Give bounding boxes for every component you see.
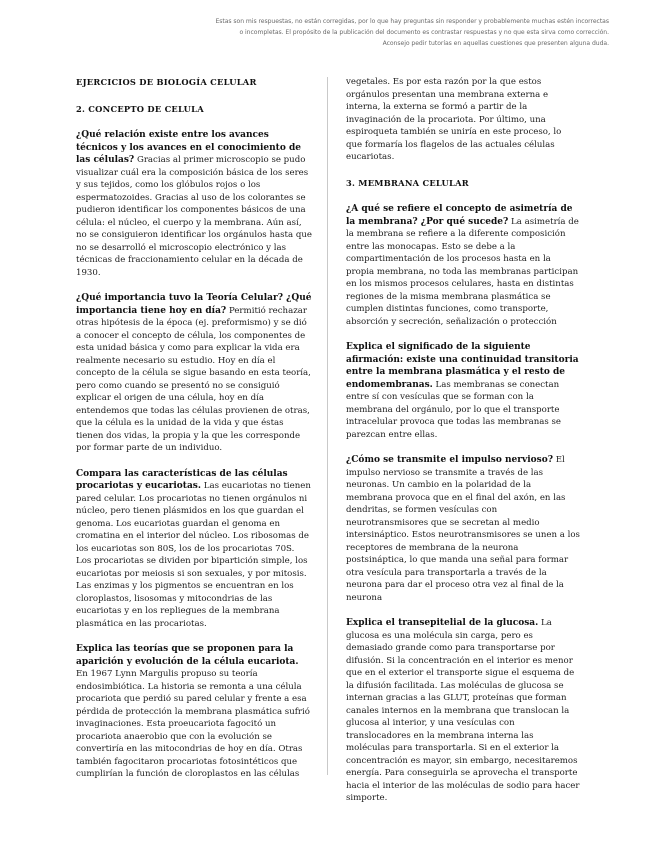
answer: Permitió rechazar otras hipótesis de la época (ej. preformismo) y se dió a conocer el concepto de célula, los componentes de esta unidad básica y como para explicar la vida era realmente necesario su estudio. Hoy en día el concepto de la célula se sigue basando en esta teoría, pero como cuando se presentó no se consiguió explicar el origen de una célula, hoy en día entendemos que todas las células provienen de otras, que la célula es la unidad de la vida y que éstas tienen dos vidas, la propia y la que les corresponde por formar parte de un individuo. bbox=[76, 305, 311, 453]
disclaimer-line: o incompletas. El propósito de la publicación del documento es contrastar respuestas y no que esta sirva como corrección. bbox=[239, 29, 609, 36]
disclaimer-line: Estas son mis respuestas, no están corregidas, por lo que hay preguntas sin responder y probablemente muchas estén incorrectas bbox=[215, 18, 609, 25]
answer: En 1967 Lynn Margulis propuso su teoría endosimbiótica. La historia se remonta a una célula procariota que perdió su pared celular y frente a esa pérdida de protección la membrana plasmática sufrió invaginaciones. Esta proeucariota fagocitó un procariota anaerobio que con la evolución se convertiría en las mitocondrias de hoy en día. Otras también fagocitaron procariotas fotosintéticos que cumplirían la función de cloroplastos en las células bbox=[76, 669, 310, 779]
right-column bbox=[346, 76, 580, 818]
answer: Las membranas se conectan entre sí con vesículas que se forman con la membrana del orgánulo, por lo que el transporte intracelular provoca que todas las membranas se parezcan entre ellas. bbox=[346, 379, 562, 440]
qa-item bbox=[76, 468, 312, 631]
section-title-membrana-celular: 3. MEMBRANA CELULAR bbox=[346, 177, 469, 188]
question: Compara las características de las células procariotas y eucariotas. bbox=[76, 468, 288, 491]
document-title: EJERCICIOS DE BIOLOGÍA CELULAR bbox=[76, 77, 257, 87]
disclaimer-line: Aconsejo pedir tutorías en aquellas cuestiones que presenten alguna duda. bbox=[382, 40, 609, 47]
left-column bbox=[76, 76, 312, 794]
qa-item bbox=[346, 454, 580, 604]
qa-item bbox=[346, 341, 580, 441]
qa-item bbox=[346, 203, 580, 328]
page-header-disclaimer bbox=[129, 16, 609, 49]
qa-item bbox=[76, 643, 312, 781]
qa-item-continuation bbox=[346, 76, 580, 164]
question: Explica el significado de la siguiente afirmación: existe una continuidad transitoria entre la membrana plasmática y el resto de endomembranas. bbox=[346, 342, 579, 390]
question: Explica el transepitelial de la glucosa. bbox=[346, 618, 539, 628]
question: ¿Qué relación existe entre los avances técnicos y los avances en el conocimiento de las células? bbox=[76, 130, 301, 165]
answer-continuation: vegetales. Es por esta razón por la que estos orgánulos presentan una membrana externa e interna, la externa se formó a partir de la invaginación de la procariota. Por último, una espiroqueta también se uniría en este proceso, lo que formaría los flagelos de las actuales células eucariotas. bbox=[346, 77, 562, 162]
column-divider bbox=[327, 77, 328, 775]
section-title-concepto-celula: 2. CONCEPTO DE CELULA bbox=[76, 103, 204, 114]
answer: Gracias al primer microscopio se pudo visualizar cuál era la composición básica de los seres y sus tejidos, como los glóbulos rojos o los espermatozoides. Gracias al uso de los colorantes se pudieron identificar los componentes básicos de una célula: el núcleo, el cuerpo y la membrana. Aún así, no se consiguieron identificar los orgánulos hasta que no se desarrolló el microscopio electrónico y las técnicas de fraccionamiento celular en la década de 1930. bbox=[76, 155, 312, 278]
answer: Las eucariotas no tienen pared celular. Los procariotas no tienen orgánulos ni núcleo, pero tienen plásmidos en los que guardan el genoma. Los eucariotas guardan el genoma en cromatina en el interior del núcleo. Los ribosomas de los eucariotas son 80S, los de los procariotas 70S. Los procariotas se dividen por bipartición simple, los eucariotas por meiosis si son sexuales, y por mitosis. Las enzimas y los pigmentos se encuentran en los cloroplastos, lisosomas y mitocondrias de las eucariotas y en los repliegues de la membrana plasmática en las procariotas. bbox=[76, 481, 311, 629]
question: ¿Qué importancia tuvo la Teoría Celular? ¿Qué importancia tiene hoy en día? bbox=[76, 293, 312, 316]
qa-item bbox=[346, 617, 580, 805]
question: ¿Cómo se transmite el impulso nervioso? bbox=[346, 455, 554, 465]
qa-item bbox=[76, 129, 312, 279]
qa-item bbox=[76, 292, 312, 455]
answer: La glucosa es una molécula sin carga, pero es demasiado grande como para transportarse por difusión. Si la concentración en el interior es menor que en el exterior el transporte sigue el esquema de la difusión facilitada. Las moléculas de glucosa se internan gracias a las GLUT, proteínas que forman canales internos en la membrana que translocan la glucosa al interior, y una vesículas con translocadores en la membrana interna las moléculas para transportarla. Si en el exterior la concentración es mayor, sin embargo, necesitaremos energía. Para conseguirla se aprovecha el transporte hacia el interior de las moléculas de sodio para hacer simporte. bbox=[346, 618, 580, 803]
question: Explica las teorías que se proponen para la aparición y evolución de la célula eucariota. bbox=[76, 644, 299, 667]
question: ¿A qué se refiere el concepto de asimetría de la membrana? ¿Por qué sucede? bbox=[346, 204, 573, 227]
answer: El impulso nervioso se transmite a través de las neuronas. Un cambio en la polaridad de la membrana provoca que en el final del axón, en las dendritas, se formen vesículas con neurotransmisores que se secretan al medio intersináptico. Estos neurotransmisores se unen a los receptores de membrana de la neurona postsináptica, lo que manda una señal para formar otra vesícula para transportarla a través de la neurona para dar el proceso otra vez al final de la neurona bbox=[346, 455, 580, 603]
answer: La asimetría de la membrana se refiere a la diferente composición entre las monocapas. Esto se debe a la compartimentación de los procesos hasta en la propia membrana, no toda las membranas participan en los mismos procesos celulares, hasta en distintas regiones de la misma membrana plasmática se cumplen distintas funciones, como transporte, absorción y secreción, señalización o protección bbox=[346, 216, 579, 327]
